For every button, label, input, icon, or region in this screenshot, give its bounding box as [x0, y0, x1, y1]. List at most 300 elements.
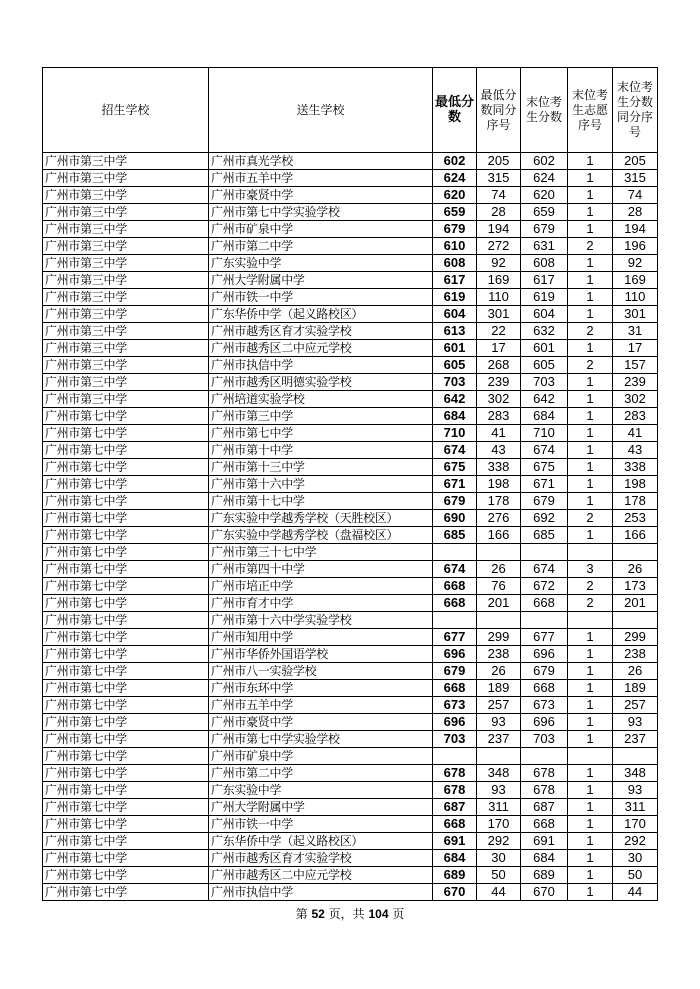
cell-min-score: 668: [433, 816, 477, 833]
cell-last-score: 624: [521, 170, 568, 187]
cell-last-choice: 1: [568, 663, 613, 680]
cell-last-rank: 189: [613, 680, 658, 697]
table-row: [43, 476, 658, 493]
cell-last-choice: 1: [568, 816, 613, 833]
cell-last-choice: 1: [568, 459, 613, 476]
cell-last-rank: 315: [613, 170, 658, 187]
table-row: [43, 799, 658, 816]
cell-last-choice: 1: [568, 153, 613, 170]
cell-sending-school: 广州市第二中学: [209, 238, 433, 255]
cell-min-score: 684: [433, 408, 477, 425]
cell-min-score-rank: 272: [477, 238, 521, 255]
cell-sending-school: 广州市第七中学: [209, 425, 433, 442]
cell-last-choice: 1: [568, 850, 613, 867]
cell-last-rank: 93: [613, 782, 658, 799]
cell-last-rank: 292: [613, 833, 658, 850]
cell-last-choice: 1: [568, 425, 613, 442]
cell-min-score: 691: [433, 833, 477, 850]
footer-suffix: 页: [388, 907, 405, 921]
cell-last-score: 601: [521, 340, 568, 357]
cell-min-score: 685: [433, 527, 477, 544]
cell-sending-school: 广州市铁一中学: [209, 816, 433, 833]
cell-last-rank: 170: [613, 816, 658, 833]
cell-last-score: 668: [521, 680, 568, 697]
cell-last-rank: 198: [613, 476, 658, 493]
cell-sending-school: 广州大学附属中学: [209, 799, 433, 816]
table-row: [43, 289, 658, 306]
cell-last-choice: 2: [568, 238, 613, 255]
cell-last-choice: 1: [568, 680, 613, 697]
cell-recruiting-school: 广州市第三中学: [43, 187, 209, 204]
cell-last-score: 679: [521, 221, 568, 238]
cell-recruiting-school: 广州市第七中学: [43, 425, 209, 442]
cell-min-score-rank: 92: [477, 255, 521, 272]
cell-recruiting-school: 广州市第七中学: [43, 816, 209, 833]
cell-last-score: 602: [521, 153, 568, 170]
table-row: [43, 680, 658, 697]
page-footer: [0, 905, 700, 922]
cell-min-score: 624: [433, 170, 477, 187]
cell-last-score: 685: [521, 527, 568, 544]
cell-last-score: 678: [521, 782, 568, 799]
cell-last-rank: [613, 612, 658, 629]
table-row: [43, 612, 658, 629]
cell-last-rank: 26: [613, 663, 658, 680]
table-row: [43, 510, 658, 527]
cell-last-rank: 93: [613, 714, 658, 731]
cell-sending-school: 广州市铁一中学: [209, 289, 433, 306]
cell-min-score-rank: 93: [477, 782, 521, 799]
cell-last-score: 642: [521, 391, 568, 408]
table-row: [43, 884, 658, 901]
cell-min-score: 668: [433, 595, 477, 612]
cell-last-rank: 237: [613, 731, 658, 748]
cell-last-rank: 31: [613, 323, 658, 340]
cell-last-score: 659: [521, 204, 568, 221]
cell-last-score: 671: [521, 476, 568, 493]
cell-sending-school: 广州市真光学校: [209, 153, 433, 170]
cell-min-score-rank: 302: [477, 391, 521, 408]
table-row: [43, 816, 658, 833]
cell-last-choice: 1: [568, 867, 613, 884]
cell-recruiting-school: 广州市第七中学: [43, 765, 209, 782]
cell-min-score-rank: 74: [477, 187, 521, 204]
cell-sending-school: 广东华侨中学（起义路校区）: [209, 833, 433, 850]
cell-recruiting-school: 广州市第七中学: [43, 561, 209, 578]
cell-recruiting-school: 广州市第七中学: [43, 850, 209, 867]
cell-sending-school: 广州市第七中学实验学校: [209, 204, 433, 221]
cell-min-score: 620: [433, 187, 477, 204]
cell-sending-school: 广州市第四十中学: [209, 561, 433, 578]
cell-recruiting-school: 广州市第七中学: [43, 748, 209, 765]
cell-recruiting-school: 广州市第七中学: [43, 527, 209, 544]
table-row: [43, 374, 658, 391]
table-row: [43, 646, 658, 663]
table-row: [43, 748, 658, 765]
cell-sending-school: 广州市第三中学: [209, 408, 433, 425]
cell-min-score: 687: [433, 799, 477, 816]
table-row: [43, 170, 658, 187]
cell-last-rank: 26: [613, 561, 658, 578]
cell-sending-school: 广州市矿泉中学: [209, 748, 433, 765]
cell-sending-school: 广州市第十三中学: [209, 459, 433, 476]
cell-sending-school: 广东实验中学越秀学校（盘福校区）: [209, 527, 433, 544]
cell-min-score-rank: 292: [477, 833, 521, 850]
cell-last-choice: 1: [568, 442, 613, 459]
cell-min-score: 604: [433, 306, 477, 323]
cell-last-choice: 1: [568, 646, 613, 663]
cell-last-choice: 1: [568, 187, 613, 204]
cell-min-score: 668: [433, 680, 477, 697]
cell-last-score: 678: [521, 765, 568, 782]
table-row: [43, 340, 658, 357]
cell-last-choice: 1: [568, 697, 613, 714]
cell-min-score: [433, 748, 477, 765]
cell-min-score: 679: [433, 221, 477, 238]
cell-recruiting-school: 广州市第七中学: [43, 867, 209, 884]
cell-last-score: 617: [521, 272, 568, 289]
cell-last-rank: 239: [613, 374, 658, 391]
table-row: [43, 187, 658, 204]
cell-last-score: 684: [521, 850, 568, 867]
cell-recruiting-school: 广州市第三中学: [43, 289, 209, 306]
cell-last-choice: [568, 544, 613, 561]
cell-last-score: [521, 748, 568, 765]
cell-min-score-rank: 315: [477, 170, 521, 187]
page-total: 104: [368, 907, 389, 921]
cell-last-score: 632: [521, 323, 568, 340]
footer-prefix: 第: [295, 907, 312, 921]
cell-last-choice: 1: [568, 714, 613, 731]
cell-last-rank: 196: [613, 238, 658, 255]
cell-last-choice: 1: [568, 204, 613, 221]
cell-min-score-rank: 43: [477, 442, 521, 459]
cell-min-score-rank: 30: [477, 850, 521, 867]
cell-min-score: 684: [433, 850, 477, 867]
table-row: [43, 629, 658, 646]
cell-last-rank: [613, 544, 658, 561]
cell-last-rank: 299: [613, 629, 658, 646]
cell-recruiting-school: 广州市第七中学: [43, 544, 209, 561]
cell-min-score-rank: 41: [477, 425, 521, 442]
cell-last-score: 696: [521, 646, 568, 663]
cell-last-score: 605: [521, 357, 568, 374]
cell-last-rank: 74: [613, 187, 658, 204]
table-row: [43, 850, 658, 867]
cell-min-score-rank: 28: [477, 204, 521, 221]
cell-sending-school: 广州市越秀区明德实验学校: [209, 374, 433, 391]
cell-min-score: 602: [433, 153, 477, 170]
table-row: [43, 663, 658, 680]
cell-min-score: 703: [433, 374, 477, 391]
cell-min-score-rank: 198: [477, 476, 521, 493]
cell-last-score: 687: [521, 799, 568, 816]
table-row: [43, 323, 658, 340]
cell-last-choice: 1: [568, 374, 613, 391]
cell-min-score: 659: [433, 204, 477, 221]
cell-last-rank: 173: [613, 578, 658, 595]
cell-recruiting-school: 广州市第七中学: [43, 612, 209, 629]
table-row: [43, 425, 658, 442]
cell-last-score: [521, 544, 568, 561]
cell-last-score: 619: [521, 289, 568, 306]
cell-last-rank: 301: [613, 306, 658, 323]
cell-recruiting-school: 广州市第七中学: [43, 833, 209, 850]
header-last-choice: 末位考生志愿序号: [568, 68, 613, 153]
cell-last-score: 677: [521, 629, 568, 646]
header-row: [43, 68, 658, 153]
cell-min-score: [433, 612, 477, 629]
table-row: [43, 408, 658, 425]
cell-recruiting-school: 广州市第七中学: [43, 493, 209, 510]
cell-last-rank: 201: [613, 595, 658, 612]
cell-recruiting-school: 广州市第七中学: [43, 510, 209, 527]
cell-min-score: [433, 544, 477, 561]
cell-min-score: 605: [433, 357, 477, 374]
cell-last-choice: 1: [568, 272, 613, 289]
cell-recruiting-school: 广州市第三中学: [43, 153, 209, 170]
cell-last-rank: 257: [613, 697, 658, 714]
cell-last-score: 691: [521, 833, 568, 850]
cell-last-rank: 30: [613, 850, 658, 867]
cell-last-rank: 283: [613, 408, 658, 425]
cell-recruiting-school: 广州市第七中学: [43, 408, 209, 425]
cell-last-rank: 110: [613, 289, 658, 306]
cell-sending-school: 广州培道实验学校: [209, 391, 433, 408]
cell-sending-school: 广州市豪贤中学: [209, 714, 433, 731]
cell-sending-school: 广州市八一实验学校: [209, 663, 433, 680]
cell-min-score-rank: 237: [477, 731, 521, 748]
table-row: [43, 527, 658, 544]
cell-sending-school: 广东实验中学: [209, 782, 433, 799]
cell-last-score: 703: [521, 731, 568, 748]
cell-min-score: 670: [433, 884, 477, 901]
cell-last-rank: 311: [613, 799, 658, 816]
cell-recruiting-school: 广州市第三中学: [43, 255, 209, 272]
cell-min-score: 610: [433, 238, 477, 255]
cell-min-score: 668: [433, 578, 477, 595]
header-recruiting-school: 招生学校: [43, 68, 209, 153]
cell-recruiting-school: 广州市第七中学: [43, 884, 209, 901]
cell-last-score: 675: [521, 459, 568, 476]
cell-recruiting-school: 广州市第七中学: [43, 680, 209, 697]
cell-min-score-rank: 93: [477, 714, 521, 731]
cell-min-score: 696: [433, 646, 477, 663]
cell-recruiting-school: 广州市第七中学: [43, 578, 209, 595]
cell-last-choice: 2: [568, 323, 613, 340]
cell-min-score: 608: [433, 255, 477, 272]
cell-last-choice: 1: [568, 493, 613, 510]
cell-recruiting-school: 广州市第七中学: [43, 799, 209, 816]
cell-last-choice: 1: [568, 629, 613, 646]
cell-last-choice: 1: [568, 340, 613, 357]
cell-min-score: 675: [433, 459, 477, 476]
cell-sending-school: 广州市华侨外国语学校: [209, 646, 433, 663]
cell-recruiting-school: 广州市第三中学: [43, 204, 209, 221]
cell-min-score-rank: [477, 612, 521, 629]
cell-min-score-rank: 44: [477, 884, 521, 901]
cell-sending-school: 广州市五羊中学: [209, 170, 433, 187]
cell-last-score: 679: [521, 493, 568, 510]
cell-last-score: 673: [521, 697, 568, 714]
cell-min-score-rank: 348: [477, 765, 521, 782]
cell-last-rank: 238: [613, 646, 658, 663]
cell-min-score: 690: [433, 510, 477, 527]
table-row: [43, 493, 658, 510]
table-row: [43, 578, 658, 595]
cell-last-rank: 41: [613, 425, 658, 442]
cell-min-score-rank: 50: [477, 867, 521, 884]
cell-min-score-rank: 22: [477, 323, 521, 340]
table-row: [43, 765, 658, 782]
admission-table: [42, 67, 658, 901]
cell-last-score: 710: [521, 425, 568, 442]
table-row: [43, 221, 658, 238]
table-row: [43, 782, 658, 799]
cell-last-rank: 169: [613, 272, 658, 289]
cell-last-score: 604: [521, 306, 568, 323]
header-sending-school: 送生学校: [209, 68, 433, 153]
cell-min-score: 674: [433, 442, 477, 459]
cell-recruiting-school: 广州市第三中学: [43, 306, 209, 323]
cell-last-score: 631: [521, 238, 568, 255]
cell-min-score-rank: 169: [477, 272, 521, 289]
cell-min-score-rank: 238: [477, 646, 521, 663]
cell-last-choice: 2: [568, 595, 613, 612]
cell-sending-school: 广州市知用中学: [209, 629, 433, 646]
cell-last-score: 620: [521, 187, 568, 204]
cell-recruiting-school: 广州市第三中学: [43, 391, 209, 408]
cell-sending-school: 广州市第三十七中学: [209, 544, 433, 561]
cell-sending-school: 广州市越秀区育才实验学校: [209, 323, 433, 340]
table-row: [43, 459, 658, 476]
cell-sending-school: 广州市第十中学: [209, 442, 433, 459]
cell-last-score: 703: [521, 374, 568, 391]
cell-min-score-rank: 110: [477, 289, 521, 306]
cell-sending-school: 广州市越秀区育才实验学校: [209, 850, 433, 867]
cell-min-score-rank: [477, 544, 521, 561]
table-row: [43, 867, 658, 884]
cell-last-score: 674: [521, 442, 568, 459]
cell-last-score: 674: [521, 561, 568, 578]
table-row: [43, 306, 658, 323]
cell-recruiting-school: 广州市第七中学: [43, 731, 209, 748]
cell-min-score-rank: 239: [477, 374, 521, 391]
cell-last-choice: 1: [568, 255, 613, 272]
cell-min-score-rank: [477, 748, 521, 765]
cell-last-choice: 1: [568, 833, 613, 850]
cell-last-choice: 1: [568, 221, 613, 238]
cell-last-choice: 3: [568, 561, 613, 578]
cell-min-score: 677: [433, 629, 477, 646]
header-min-score: 最低分数: [433, 68, 477, 153]
cell-min-score: 679: [433, 493, 477, 510]
cell-sending-school: 广州市第二中学: [209, 765, 433, 782]
table-row: [43, 595, 658, 612]
cell-last-rank: 157: [613, 357, 658, 374]
cell-min-score: 710: [433, 425, 477, 442]
cell-recruiting-school: 广州市第三中学: [43, 238, 209, 255]
cell-last-score: 672: [521, 578, 568, 595]
header-last-score: 末位考生分数: [521, 68, 568, 153]
cell-last-choice: 1: [568, 884, 613, 901]
cell-min-score-rank: 17: [477, 340, 521, 357]
cell-min-score-rank: 26: [477, 561, 521, 578]
cell-min-score: 703: [433, 731, 477, 748]
cell-last-rank: 302: [613, 391, 658, 408]
cell-recruiting-school: 广州市第七中学: [43, 629, 209, 646]
cell-recruiting-school: 广州市第三中学: [43, 374, 209, 391]
cell-min-score: 674: [433, 561, 477, 578]
table-row: [43, 204, 658, 221]
cell-last-choice: [568, 612, 613, 629]
table-row: [43, 357, 658, 374]
cell-min-score: 671: [433, 476, 477, 493]
cell-recruiting-school: 广州市第七中学: [43, 476, 209, 493]
cell-last-score: 689: [521, 867, 568, 884]
cell-last-choice: 1: [568, 799, 613, 816]
cell-recruiting-school: 广州市第三中学: [43, 323, 209, 340]
table-row: [43, 442, 658, 459]
cell-last-choice: 1: [568, 170, 613, 187]
cell-last-score: 668: [521, 595, 568, 612]
footer-middle: 页，共: [324, 907, 369, 921]
cell-last-choice: 1: [568, 731, 613, 748]
cell-min-score: 642: [433, 391, 477, 408]
cell-min-score-rank: 166: [477, 527, 521, 544]
cell-last-choice: 1: [568, 391, 613, 408]
table-row: [43, 714, 658, 731]
cell-sending-school: 广州市五羊中学: [209, 697, 433, 714]
cell-last-rank: 43: [613, 442, 658, 459]
cell-sending-school: 广州市育才中学: [209, 595, 433, 612]
cell-last-score: 692: [521, 510, 568, 527]
cell-min-score: 601: [433, 340, 477, 357]
cell-min-score: 696: [433, 714, 477, 731]
cell-min-score-rank: 205: [477, 153, 521, 170]
cell-recruiting-school: 广州市第三中学: [43, 221, 209, 238]
cell-recruiting-school: 广州市第七中学: [43, 782, 209, 799]
cell-min-score-rank: 338: [477, 459, 521, 476]
cell-sending-school: 广东实验中学: [209, 255, 433, 272]
cell-last-rank: 92: [613, 255, 658, 272]
cell-last-rank: 205: [613, 153, 658, 170]
cell-sending-school: 广州市执信中学: [209, 357, 433, 374]
cell-sending-school: 广州市第七中学实验学校: [209, 731, 433, 748]
header-min-score-rank: 最低分数同分序号: [477, 68, 521, 153]
cell-recruiting-school: 广州市第七中学: [43, 646, 209, 663]
cell-min-score-rank: 301: [477, 306, 521, 323]
cell-sending-school: 广州市豪贤中学: [209, 187, 433, 204]
cell-min-score-rank: 26: [477, 663, 521, 680]
cell-min-score-rank: 189: [477, 680, 521, 697]
cell-last-score: 684: [521, 408, 568, 425]
cell-min-score: 679: [433, 663, 477, 680]
cell-last-rank: [613, 748, 658, 765]
cell-min-score: 613: [433, 323, 477, 340]
cell-last-rank: 338: [613, 459, 658, 476]
cell-sending-school: 广州市东环中学: [209, 680, 433, 697]
cell-min-score-rank: 201: [477, 595, 521, 612]
cell-sending-school: 广州市越秀区二中应元学校: [209, 867, 433, 884]
cell-recruiting-school: 广州市第七中学: [43, 697, 209, 714]
cell-sending-school: 广东实验中学越秀学校（天胜校区）: [209, 510, 433, 527]
table-row: [43, 238, 658, 255]
cell-last-rank: 28: [613, 204, 658, 221]
table-row: [43, 731, 658, 748]
cell-last-choice: 1: [568, 476, 613, 493]
page-number: 52: [311, 907, 325, 921]
